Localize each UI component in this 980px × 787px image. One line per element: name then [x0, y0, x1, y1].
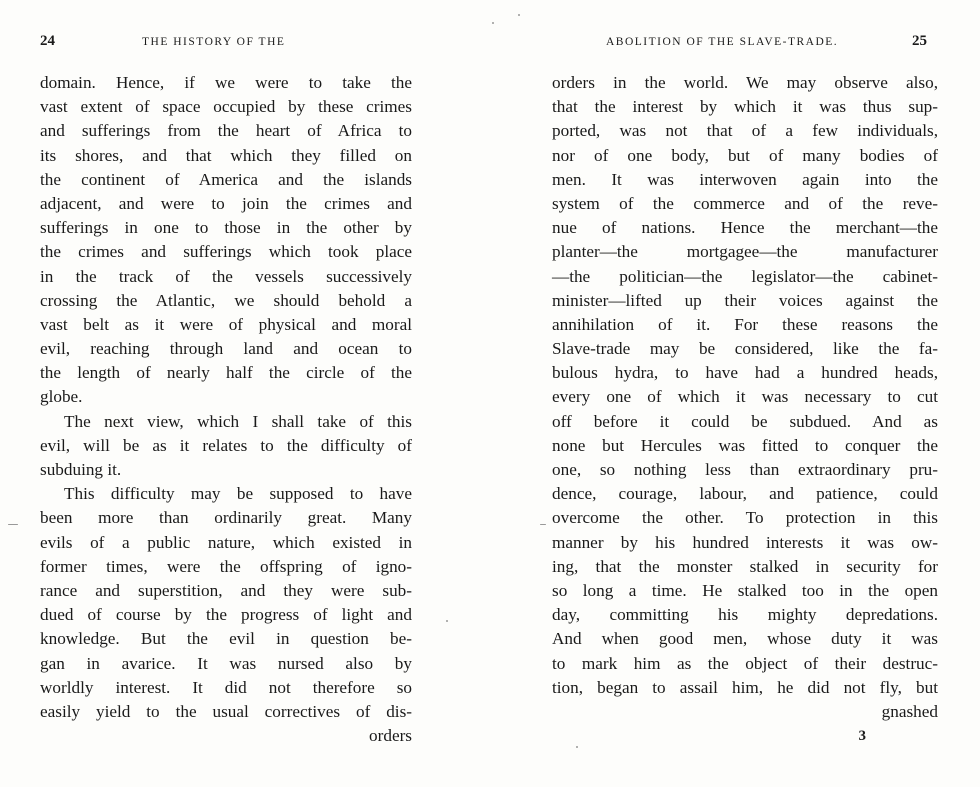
text-line: This difficulty may be supposed to have	[64, 484, 412, 504]
text-line: minister—lifted up their voices against the	[552, 290, 938, 310]
text-line: rance and superstition, and they were sub-	[40, 580, 412, 600]
text-line: dence, courage, labour, and patience, could	[552, 484, 938, 504]
text-line: former times, were the offspring of igno-	[40, 556, 412, 576]
text-line: tion, began to assail him, he did not fly, but	[552, 677, 938, 697]
text-line: evil, reaching through land and ocean to	[40, 339, 412, 359]
text-line: knowledge. But the evil in question be-	[40, 629, 412, 649]
text-line: orders in the world. We may observe also,	[552, 73, 938, 92]
text-line: subduing it.	[40, 460, 122, 479]
text-line: overcome the other. To protection in this	[552, 508, 938, 528]
text-line: nor of one body, but of many bodies of	[552, 145, 938, 165]
text-line: none but Hercules was fitted to conquer the	[552, 435, 938, 455]
text-line: that the interest by which it was thus sup-	[552, 97, 938, 117]
right-page	[490, 0, 980, 787]
text-line: off before it could be subdued. And as	[552, 411, 938, 431]
text-line: The next view, which I shall take of this	[64, 411, 412, 431]
text-line: evils of a public nature, which existed in	[40, 532, 412, 552]
body-text	[552, 71, 938, 744]
text-line: sufferings in one to those in the other by	[40, 218, 412, 238]
paper-speck	[540, 524, 546, 525]
text-line: globe.	[40, 387, 83, 407]
paper-speck	[8, 524, 18, 525]
text-line: dued of course by the progress of light and	[40, 605, 412, 625]
text-line: the continent of America and the islands	[40, 169, 412, 189]
text-line: day, committing his mighty depredations.	[552, 605, 938, 625]
paper-speck	[518, 14, 520, 16]
text-line: gnashed	[881, 701, 938, 721]
text-line: in the track of the vessels successively	[40, 266, 412, 286]
text-line: manner by his hundred interests it was ow-	[552, 532, 938, 552]
text-line: every one of which it was necessary to cut	[552, 387, 938, 407]
text-line: domain. Hence, if we were to take the	[40, 73, 412, 92]
text-line: vast belt as it were of physical and moral	[40, 314, 412, 334]
text-line: easily yield to the usual correctives of dis-	[40, 701, 412, 721]
text-line: to mark him as the object of their destruc-	[552, 653, 938, 673]
text-line: one, so nothing less than extraordinary pru-	[552, 460, 938, 479]
text-line: nue of nations. Hence the merchant—the	[552, 218, 938, 238]
body-text	[40, 71, 412, 748]
text-line: men. It was interwoven again into the	[552, 169, 938, 189]
text-line: gan in avarice. It was nursed also by	[40, 653, 412, 673]
text-line: bulous hydra, to have had a hundred heads,	[552, 363, 938, 383]
text-line: planter—the mortgagee—the manufacturer	[552, 242, 938, 262]
text-line: system of the commerce and of the reve-	[552, 193, 938, 213]
text-line: its shores, and that which they filled on	[40, 145, 412, 165]
text-line: orders	[369, 726, 412, 746]
signature-mark: 3	[858, 728, 866, 745]
text-line: adjacent, and were to join the crimes and	[40, 193, 412, 213]
text-line: vast extent of space occupied by these crimes	[40, 97, 412, 117]
paper-speck	[576, 746, 578, 748]
paper-speck	[492, 22, 494, 24]
text-line: crossing the Atlantic, we should behold a	[40, 290, 412, 310]
text-line: the crimes and sufferings which took place	[40, 242, 412, 262]
text-line: worldly interest. It did not therefore so	[40, 677, 412, 697]
text-line: ing, that the monster stalked in security for	[552, 556, 938, 576]
text-line: been more than ordinarily great. Many	[40, 508, 412, 528]
paper-speck	[446, 620, 448, 622]
running-head: ABOLITION OF THE SLAVE-TRADE.	[606, 36, 839, 48]
text-line: the length of nearly half the circle of the	[40, 363, 412, 383]
text-line: and sufferings from the heart of Africa to	[40, 121, 412, 141]
text-line: so long a time. He stalked too in the open	[552, 580, 938, 600]
page-number: 24	[40, 33, 55, 49]
text-line: —the politician—the legislator—the cabinet-	[552, 266, 938, 286]
running-head: THE HISTORY OF THE	[142, 36, 286, 48]
text-line: annihilation of it. For these reasons the	[552, 314, 938, 334]
text-line: And when good men, whose duty it was	[552, 629, 938, 649]
page-number: 25	[912, 33, 927, 49]
text-line: evil, will be as it relates to the difficulty of	[40, 435, 412, 455]
text-line: ported, was not that of a few individuals,	[552, 121, 938, 141]
text-line: Slave-trade may be considered, like the fa-	[552, 339, 938, 359]
